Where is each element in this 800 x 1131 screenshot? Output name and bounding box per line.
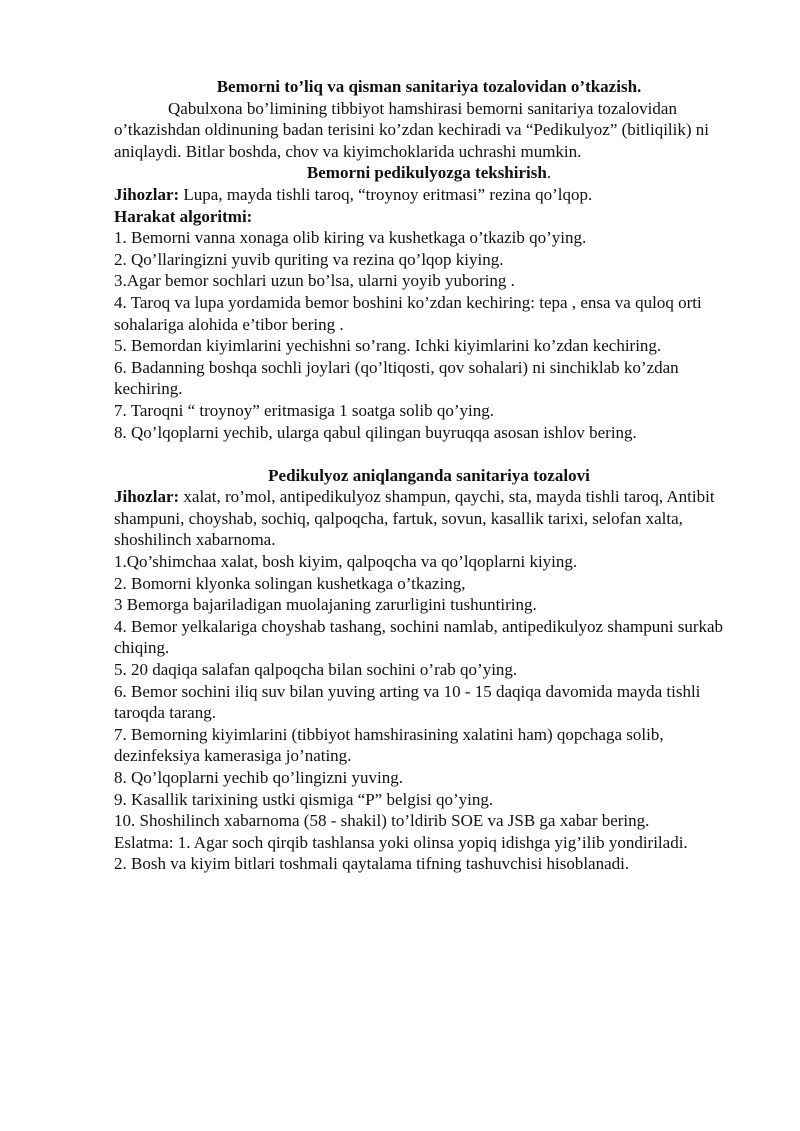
section2-title: Pedikulyoz aniqlanganda sanitariya tozalovi: [268, 465, 590, 485]
note-item: 2. Bosh va kiyim bitlari toshmali qaytalama tifning tashuvchisi hisoblanadi.: [114, 854, 630, 874]
section2-equipment-label: Jihozlar:: [114, 487, 180, 507]
section1-title: Bemorni to’liq va qisman sanitariya tozalovidan o’tkazish.: [216, 77, 642, 96]
section1-intro: Qabulxona bo’limining tibbiyot hamshirasi bemorni sanitariya tozalovidan o’tkazishdan oldinuning badan terisini ko’zdan kechiradi va “Pedikulyoz” (bitliqilik) ni aniqlaydi. Bitlar boshda, chov va kiyimchoklarida uchrashi mumkin.: [114, 98, 710, 161]
list-item: 8. Qo’lqoplarni yechib qo’lingizni yuving.: [114, 768, 403, 787]
list-item: 6. Badanning boshqa sochli joylari (qo’ltiqosti, qov sohalari) ni sinchiklab ko’zdan kechiring.: [114, 357, 679, 399]
list-item: 3.Agar bemor sochlari uzun bo’lsa, ularni yoyib yuboring .: [114, 271, 515, 291]
section2-notes: [114, 832, 744, 875]
list-item: 2. Qo’llaringizni yuvib quriting va rezina qo’lqop kiying.: [114, 249, 504, 269]
list-item: 7. Bemorning kiyimlarini (tibbiyot hamshirasining xalatini ham) qopchaga solib, dezinfeksiya kamerasiga jo’nating.: [114, 724, 664, 766]
section1-steps: [114, 227, 744, 443]
section1-equipment-label: Jihozlar:: [114, 184, 180, 204]
list-item: 4. Bemor yelkalariga choyshab tashang, sochini namlab, antipedikulyoz shampuni surkab chiqing.: [114, 616, 724, 658]
list-item: 1. Bemorni vanna xonaga olib kiring va kushetkaga o’tkazib qo’ying.: [114, 228, 587, 248]
section2-equipment: [114, 486, 744, 551]
section1-algorithm-label: Harakat algoritmi:: [114, 206, 253, 226]
list-item: 5. 20 daqiqa salafan qalpoqcha bilan sochini o’rab qo’ying.: [114, 660, 518, 680]
section1-subtitle-line: [114, 162, 744, 184]
section1-subtitle: Bemorni pedikulyozga tekshirish: [306, 163, 547, 183]
list-item: 4. Taroq va lupa yordamida bemor boshini ko’zdan kechiring: tepa , ensa va quloq orti sohalariga alohida e’tibor bering .: [114, 292, 702, 334]
list-item: 8. Qo’lqoplarni yechib, ularga qabul qilingan buyruqqa asosan ishlov bering.: [114, 422, 637, 442]
list-item: 5. Bemordan kiyimlarini yechishni so’rang. Ichki kiyimlarini ko’zdan kechiring.: [114, 336, 662, 356]
section1-subtitle-punct: .: [546, 163, 552, 183]
list-item: 7. Taroqni “ troynoy” eritmasiga 1 soatga solib qo’ying.: [114, 400, 494, 420]
section2-steps: [114, 551, 744, 832]
list-item: 2. Bomorni klyonka solingan kushetkaga o’tkazing,: [114, 573, 466, 593]
section-spacer: [114, 443, 744, 465]
section2-equipment-text: xalat, ro’mol, antipedikulyoz shampun, qaychi, sta, mayda tishli taroq, Antibit shampuni, choyshab, sochiq, qalpoqcha, fartuk, sovun, kasallik tarixi, selofan xalta, shoshilinch xabarnoma.: [114, 487, 715, 550]
section1-equipment-text: Lupa, mayda tishli taroq, “troynoy eritmasi” rezina qo’lqop.: [179, 184, 593, 204]
list-item: 3 Bemorga bajariladigan muolajaning zarurligini tushuntiring.: [114, 595, 537, 615]
list-item: 6. Bemor sochini iliq suv bilan yuving arting va 10 - 15 daqiqa davomida mayda tishli taroqda tarang.: [114, 681, 701, 723]
list-item: 1.Qo’shimchaa xalat, bosh kiyim, qalpoqcha va qo’lqoplarni kiying.: [114, 552, 578, 572]
list-item: 9. Kasallik tarixining ustki qismiga “P” belgisi qo’ying.: [114, 789, 494, 809]
list-item: 10. Shoshilinch xabarnoma (58 - shakil) to’ldirib SOE va JSB ga xabar bering.: [114, 811, 650, 831]
note-item: Eslatma: 1. Agar soch qirqib tashlansa yoki olinsa yopiq idishga yig’ilib yondiriladi.: [114, 832, 688, 852]
section1-equipment: [114, 184, 744, 206]
